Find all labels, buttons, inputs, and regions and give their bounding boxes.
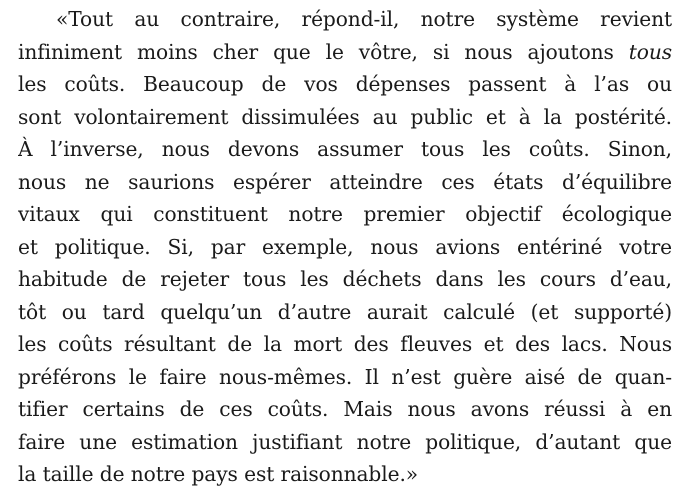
text-line-10: tôt ou tard quelqu’un d’autre aurait calculé (et supporté) (18, 299, 672, 324)
text-line-13: tifier certains de ces coûts. Mais nous avons réussi à en (18, 397, 672, 421)
text-line-3: les coûts. Beaucoup de vos dépenses passent à l’as ou (18, 72, 672, 96)
text-line-4: sont volontairement dissimulées au public et à la postérité. (18, 104, 672, 129)
text-line-14: faire une estimation justifiant notre politique, d’autant que (18, 429, 672, 454)
text-line-5: À l’inverse, nous devons assumer tous les coûts. Sinon, (18, 137, 672, 161)
quoted-paragraph (18, 3, 672, 491)
text-line-8: et politique. Si, par exemple, nous avions entériné votre (18, 234, 672, 259)
text-line-7: vitaux qui constituent notre premier objectif écologique (18, 202, 672, 226)
text-line-15: la taille de notre pays est raisonnable.» (18, 462, 419, 486)
text-line-11: les coûts résultant de la mort des fleuves et des lacs. Nous (18, 332, 672, 356)
text-line-6: nous ne saurions espérer atteindre ces états d’équilibre (18, 169, 672, 194)
text-line-12: préférons le faire nous-mêmes. Il n’est guère aisé de quan- (18, 364, 672, 389)
italic-emphasis: tous (628, 39, 672, 64)
text-line-2-main: infiniment moins cher que le vôtre, si nous ajoutons (18, 39, 629, 64)
text-line-9: habitude de rejeter tous les déchets dans les cours d’eau, (18, 267, 672, 291)
text-line-1: «Tout au contraire, répond-il, notre système revient (56, 7, 672, 31)
text-line-2 (18, 36, 672, 69)
